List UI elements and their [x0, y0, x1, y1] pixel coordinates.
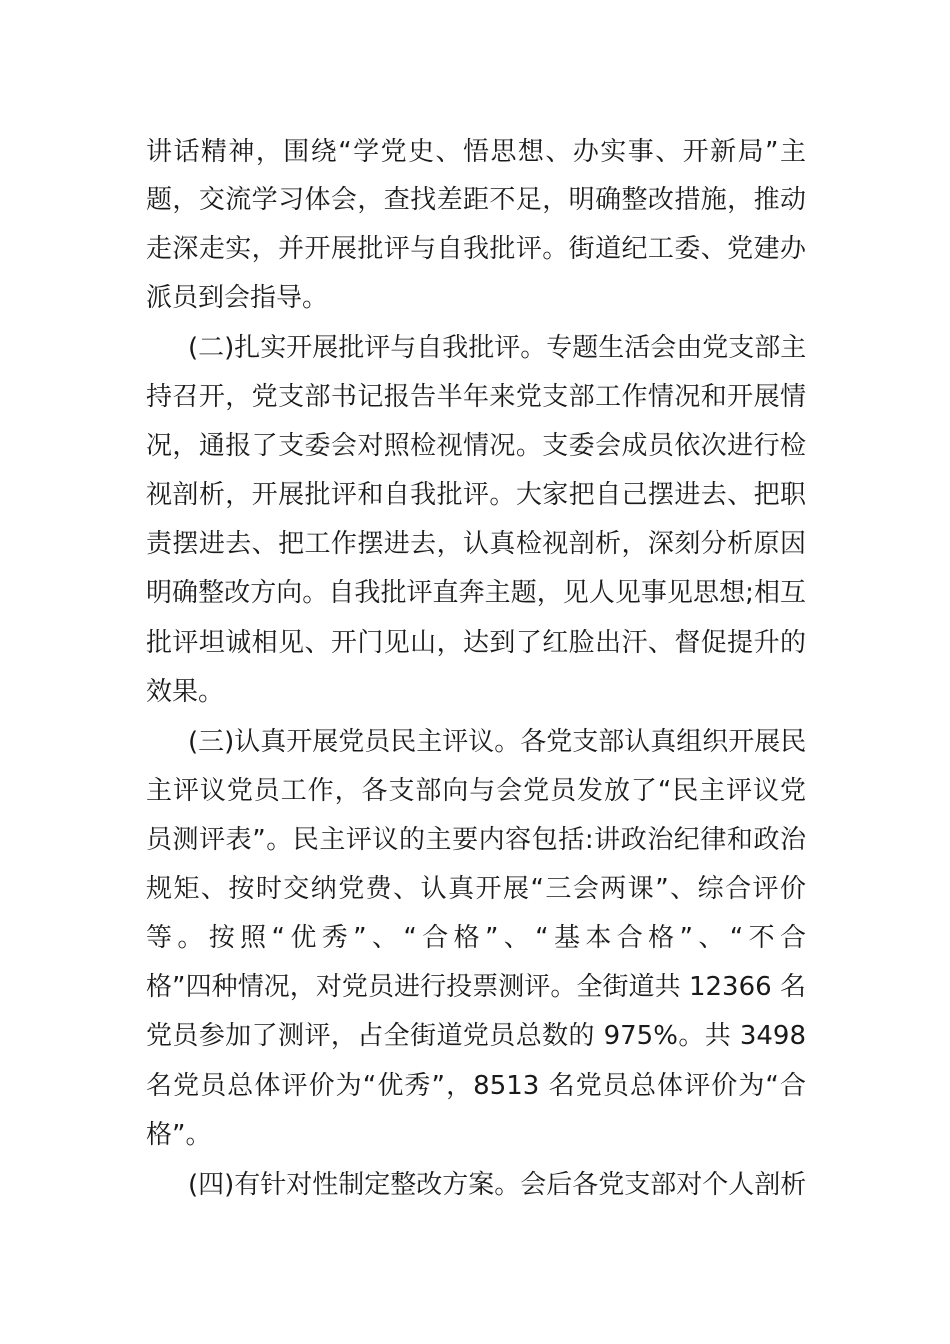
- paragraph-3-line-2: 主评议党员工作，各支部向与会党员发放了“民主评议党: [146, 776, 806, 806]
- paragraph-2-line-8: 效果。: [146, 677, 225, 707]
- paragraph-2-line-3: 况，通报了支委会对照检视情况。支委会成员依次进行检: [146, 431, 806, 461]
- paragraph-2-line-2: 持召开，党支部书记报告半年来党支部工作情况和开展情: [146, 382, 806, 412]
- paragraph-3-line-8: 名党员总体评价为“优秀”，8513 名党员总体评价为“合: [146, 1071, 806, 1101]
- paragraph-2-line-7: 批评坦诚相见、开门见山，达到了红脸出汗、督促提升的: [146, 628, 806, 658]
- paragraph-3-line-7: 党员参加了测评，占全街道党员总数的 975%。共 3498: [146, 1021, 806, 1051]
- paragraph-2-line-1: (二)扎实开展批评与自我批评。专题生活会由党支部主: [188, 333, 806, 363]
- paragraph-3-line-1: (三)认真开展党员民主评议。各党支部认真组织开展民: [188, 727, 806, 757]
- paragraph-1-line-2: 题，交流学习体会，查找差距不足，明确整改措施，推动: [146, 185, 806, 215]
- paragraph-3-line-9: 格”。: [146, 1120, 212, 1150]
- paragraph-1-line-4: 派员到会指导。: [146, 283, 329, 313]
- paragraph-3-line-3: 员测评表”。民主评议的主要内容包括:讲政治纪律和政治: [146, 825, 806, 855]
- paragraph-4-line-1: (四)有针对性制定整改方案。会后各党支部对个人剖析: [188, 1170, 806, 1200]
- paragraph-2-line-5: 责摆进去、把工作摆进去，认真检视剖析，深刻分析原因: [146, 529, 806, 559]
- paragraph-1-line-3: 走深走实，并开展批评与自我批评。街道纪工委、党建办: [146, 234, 806, 264]
- paragraph-2-line-6: 明确整改方向。自我批评直奔主题，见人见事见思想;相互: [146, 578, 806, 608]
- paragraph-1-line-1: 讲话精神，围绕“学党史、悟思想、办实事、开新局”主: [146, 137, 806, 167]
- paragraph-3-line-4: 规矩、按时交纳党费、认真开展“三会两课”、综合评价: [146, 874, 806, 904]
- paragraph-2-line-4: 视剖析，开展批评和自我批评。大家把自己摆进去、把职: [146, 480, 806, 510]
- paragraph-3-line-5: 等。按照“优秀”、“合格”、“基本合格”、“不合: [146, 923, 806, 953]
- paragraph-3-line-6: 格”四种情况，对党员进行投票测评。全街道共 12366 名: [146, 972, 806, 1002]
